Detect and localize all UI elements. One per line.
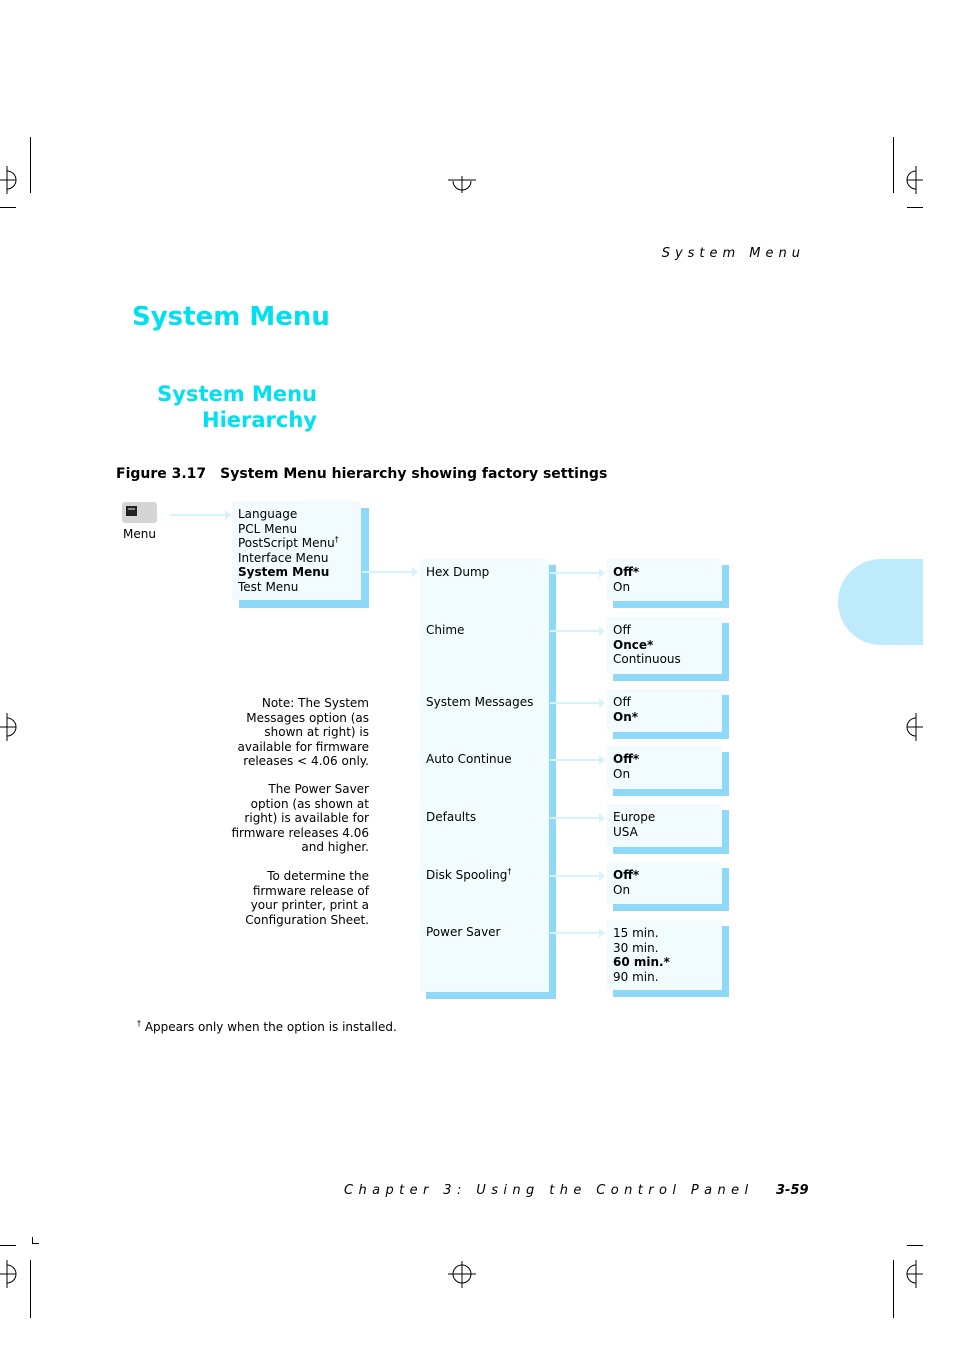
option: Continuous xyxy=(613,652,681,666)
note-line: Note: The System xyxy=(261,696,369,710)
arrow-icon xyxy=(550,817,600,819)
option: Off xyxy=(613,695,631,709)
note-line: Configuration Sheet. xyxy=(245,912,369,927)
option-default: Off* xyxy=(613,868,640,882)
system-menu-item-system-messages: System Messages xyxy=(426,695,534,709)
note-line: right) is available for xyxy=(244,811,369,825)
option: Off xyxy=(613,623,631,637)
option-default: Off* xyxy=(613,565,640,579)
main-menu-item: PostScript Menu xyxy=(238,536,335,550)
figure-caption xyxy=(116,466,607,482)
registration-mark-right-top xyxy=(907,166,923,194)
menu-key-label: Menu xyxy=(123,527,156,541)
note-line: firmware releases 4.06 xyxy=(231,825,369,840)
registration-mark-right-mid xyxy=(907,713,923,741)
note-line: option (as shown at xyxy=(250,796,369,811)
page-title: System Menu xyxy=(132,302,330,332)
page-number: 3-59 xyxy=(776,1183,809,1198)
system-menu-item-power-saver: Power Saver xyxy=(426,925,501,939)
arrow-icon xyxy=(170,514,226,516)
note-line: releases < 4.06 only. xyxy=(243,754,369,768)
main-menu-item: Language xyxy=(238,507,298,521)
main-menu-item: Interface Menu xyxy=(238,550,329,565)
dagger-mark: † xyxy=(137,1019,141,1028)
footnote xyxy=(137,1020,397,1034)
figure-title: System Menu hierarchy showing factory settings xyxy=(220,466,608,482)
option: On xyxy=(613,882,631,897)
note-line: shown at right) is xyxy=(264,725,369,739)
option: 90 min. xyxy=(613,969,659,984)
option-default: On* xyxy=(613,709,639,724)
note-system-messages xyxy=(226,696,369,769)
option: On xyxy=(613,766,631,781)
arrow-icon xyxy=(550,932,600,934)
system-menu-item-disk-spooling xyxy=(426,868,511,882)
menu-glyph-icon xyxy=(126,506,137,516)
menu-key-icon xyxy=(122,502,157,523)
running-header: System Menu xyxy=(661,246,805,261)
system-menu-item-hex-dump: Hex Dump xyxy=(426,565,490,579)
chapter-tab xyxy=(838,559,923,645)
figure-number: Figure 3.17 xyxy=(116,466,207,482)
registration-mark-left-mid xyxy=(0,713,16,741)
option-default: 60 min.* xyxy=(613,955,670,969)
registration-mark-top-center xyxy=(448,176,476,193)
option: Europe xyxy=(613,810,656,824)
system-menu-item-chime: Chime xyxy=(426,623,465,637)
note-line: The Power Saver xyxy=(268,782,369,796)
section-title xyxy=(150,381,317,433)
main-menu-item: Test Menu xyxy=(238,579,299,594)
note-power-saver xyxy=(226,782,369,855)
note-line: Messages option (as xyxy=(246,710,369,725)
disk-spooling-label: Disk Spooling xyxy=(426,868,508,882)
main-menu-item: PCL Menu xyxy=(238,521,298,536)
system-menu-item-auto-continue: Auto Continue xyxy=(426,752,512,766)
arrow-icon xyxy=(362,571,413,573)
main-menu-item-selected: System Menu xyxy=(238,565,330,579)
arrow-icon xyxy=(550,875,600,877)
system-menu-item-defaults: Defaults xyxy=(426,810,477,824)
note-line: your printer, print a xyxy=(250,898,369,912)
section-title-line2: Hierarchy xyxy=(202,408,317,432)
note-line: available for firmware xyxy=(237,739,369,754)
footer-chapter: Chapter 3: Using the Control Panel xyxy=(344,1183,754,1198)
option: USA xyxy=(613,824,638,839)
option-default: Once* xyxy=(613,637,654,652)
option: 30 min. xyxy=(613,940,659,955)
registration-mark-left-bottom xyxy=(0,1260,16,1288)
footnote-text: Appears only when the option is installed. xyxy=(144,1020,397,1034)
registration-mark-left-top xyxy=(0,166,16,194)
section-title-line1: System Menu xyxy=(157,382,317,406)
option: 15 min. xyxy=(613,926,659,940)
note-line: To determine the xyxy=(267,869,369,883)
arrow-icon xyxy=(550,630,600,632)
arrow-icon xyxy=(550,572,600,574)
arrow-icon xyxy=(550,702,600,704)
dagger-mark: † xyxy=(507,867,512,876)
option: On xyxy=(613,579,631,594)
dagger-mark: † xyxy=(334,535,339,544)
note-firmware xyxy=(226,869,369,927)
note-line: firmware release of xyxy=(252,883,369,898)
registration-mark-bottom-center xyxy=(448,1261,476,1288)
registration-mark-right-bottom xyxy=(907,1260,923,1288)
note-line: and higher. xyxy=(301,840,369,854)
arrow-icon xyxy=(550,759,600,761)
option-default: Off* xyxy=(613,752,640,766)
